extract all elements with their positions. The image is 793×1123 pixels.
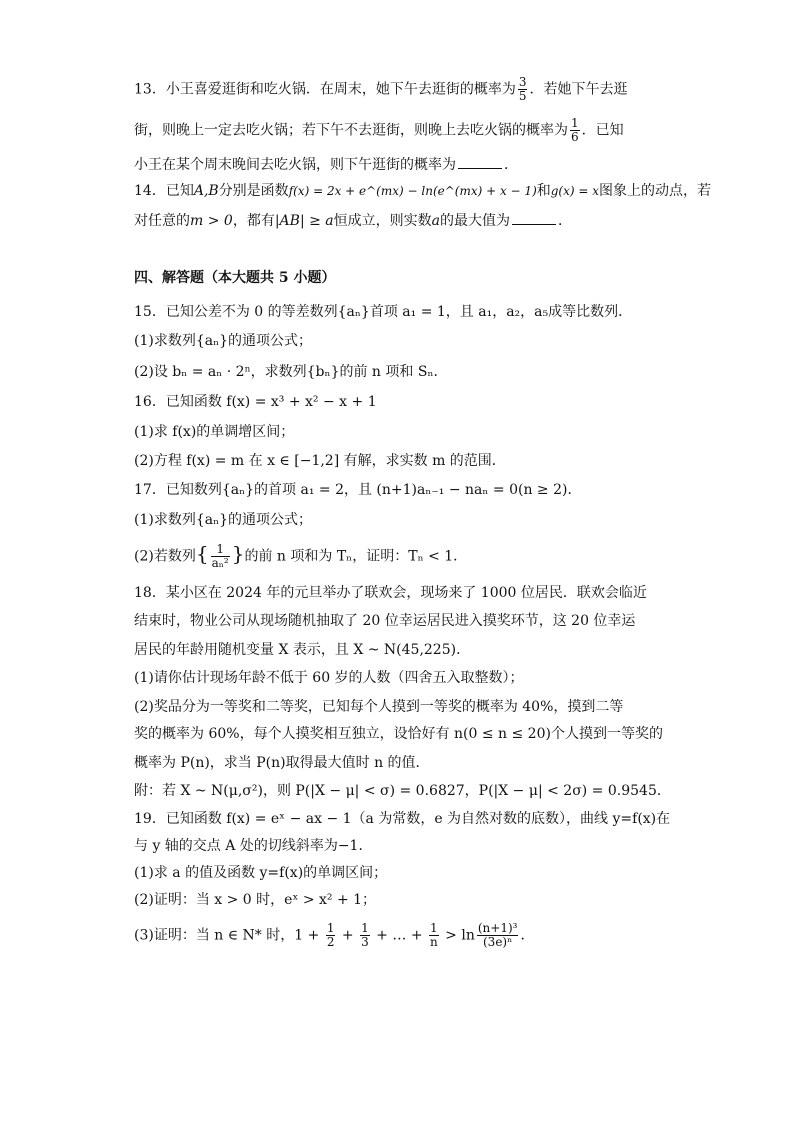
q13-text: 小王在某个周末晚间去吃火锅，则下午逛街的概率为 <box>134 157 456 173</box>
q19-text: ． <box>520 927 535 944</box>
fraction-denominator: 5 <box>518 89 527 103</box>
answer-blank[interactable] <box>458 154 502 169</box>
q18-line-7: 概率为 P(n)，求当 P(n)取得最大值时 n 的值． <box>134 755 430 771</box>
q18-line-2: 结束时，物业公司从现场随机抽取了 20 位幸运居民进入摸奖环节，这 20 位幸运 <box>134 613 636 629</box>
q15-line-3: (2)设 bₙ = aₙ · 2ⁿ，求数列{bₙ}的前 n 项和 Sₙ． <box>134 364 448 380</box>
q13-text: ． <box>504 157 518 173</box>
fraction-numerator: 1 <box>571 116 579 130</box>
left-brace: { <box>195 541 209 566</box>
q18-line-4: (1)请你估计现场年龄不低于 60 岁的人数（四舍五入取整数）； <box>134 670 524 686</box>
q13-text: 街，则晚上一定去吃火锅；若下午不去逛街，则晚上去吃火锅的概率为 <box>134 122 568 139</box>
fraction-1-6 <box>570 117 580 144</box>
q13-text: ．已知 <box>581 122 624 139</box>
q17-line-2: (1)求数列{aₙ}的通项公式； <box>134 512 313 528</box>
q14-text: ． <box>558 213 572 229</box>
q17-line-1: 17．已知数列{aₙ}的首项 a₁ = 2，且 (n+1)aₙ₋₁ − naₙ = 0(n ≥ 2)． <box>134 482 582 498</box>
fraction-denominator: (3e)ⁿ <box>483 935 513 949</box>
q18-line-8: 附：若 X ~ N(μ,σ²)，则 P(|X − μ| < σ) = 0.6827，P(|X − μ| < 2σ) = 0.9545． <box>134 783 671 799</box>
q15-line-2: (1)求数列{aₙ}的通项公式； <box>134 333 313 349</box>
right-brace: } <box>231 541 245 566</box>
q19-line-1: 19．已知函数 f(x) = eˣ − ax − 1（a 为常数，e 为自然对数的底数），曲线 y=f(x)在 <box>134 811 671 827</box>
q13-line-3 <box>134 154 518 175</box>
q19-line-4: (2)证明：当 x > 0 时，eˣ > x² + 1； <box>134 892 377 908</box>
q14-text: 对任意的 <box>134 213 190 229</box>
q14-text: 的最大值为 <box>440 213 510 229</box>
q19-text: + <box>337 927 359 944</box>
q18-line-1: 18．某小区在 2024 年的元旦举办了联欢会，现场来了 1000 位居民．联欢会临近 <box>134 585 647 601</box>
q16-line-1: 16．已知函数 f(x) = x³ + x² − x + 1 <box>134 394 377 410</box>
q18-line-3: 居民的年龄用随机变量 X 表示，且 X ~ N(45,225)． <box>134 642 471 658</box>
q16-line-2: (1)求 f(x)的单调增区间； <box>134 424 295 440</box>
math-expression: g(x) = x <box>550 184 600 198</box>
fraction-numerator: 3 <box>518 75 527 89</box>
fraction-3-5 <box>518 76 528 103</box>
section-heading: 四、解答题（本大题共 5 小题） <box>134 270 336 286</box>
q13-line-1 <box>134 76 627 103</box>
q19-line-5 <box>134 922 534 949</box>
fraction-numerator: 1 <box>211 543 230 557</box>
math-expression: |AB| ≥ a <box>274 213 334 229</box>
q15-line-1: 15．已知公差不为 0 的等差数列{aₙ}首项 a₁ = 1，且 a₁，a₂，a₅成等比数列． <box>134 304 633 320</box>
q17-line-3 <box>134 543 467 570</box>
q19-line-3: (1)求 a 的值及函数 y=f(x)的单调区间； <box>134 865 388 881</box>
q14-line-2 <box>134 210 572 231</box>
fraction-numerator: (n+1)³ <box>477 921 518 935</box>
q19-text: + … + <box>371 927 427 944</box>
fraction-1-n <box>429 922 439 949</box>
q14-text: 14．已知 <box>134 183 194 199</box>
q14-text: ，都有 <box>232 213 275 229</box>
fraction-numerator: 1 <box>430 921 438 935</box>
fraction-numerator: 1 <box>326 921 335 935</box>
fraction-denominator: 3 <box>361 935 369 949</box>
q19-text: > ln <box>440 927 475 944</box>
q13-line-2 <box>134 117 624 144</box>
math-expression: m > 0 <box>190 213 233 229</box>
q14-text: 恒成立，则实数 <box>333 213 432 229</box>
q16-line-3: (2)方程 f(x) = m 在 x ∈ [−1,2] 有解，求实数 m 的范围． <box>134 453 506 469</box>
q19-text: (3)证明：当 n ∈ N* 时，1 + <box>134 927 324 944</box>
q18-line-6: 奖的概率为 60%，每个人摸奖相互独立，设恰好有 n(0 ≤ n ≤ 20)个人摸到一等奖的 <box>134 726 663 742</box>
fraction-1-2 <box>326 922 336 949</box>
q14-line-1 <box>134 181 711 201</box>
q13-text: ．若她下午去逛 <box>529 81 628 98</box>
q14-text: 分别是函数 <box>218 183 289 199</box>
math-expression: f(x) = 2x + e^(mx) − ln(e^(mx) + x − 1) <box>288 184 537 198</box>
fraction-numerator: 1 <box>361 921 369 935</box>
q17-text: 的前 n 项和为 Tₙ，证明：Tₙ < 1． <box>244 548 468 565</box>
fraction-denominator: n <box>430 935 438 949</box>
fraction-1-3 <box>360 922 370 949</box>
fraction-denominator: aₙ² <box>211 556 229 570</box>
q14-text: 和 <box>536 183 551 199</box>
fraction-log-argument <box>477 922 519 949</box>
fraction-1-over-a-n-squared <box>211 543 230 570</box>
q14-text: 图象上的动点，若 <box>599 183 712 199</box>
fraction-denominator: 2 <box>326 935 335 949</box>
fraction-denominator: 6 <box>571 130 579 144</box>
q19-line-2: 与 y 轴的交点 A 处的切线斜率为−1． <box>134 838 373 854</box>
q13-text: 13．小王喜爱逛街和吃火锅．在周末，她下午去逛街的概率为 <box>134 81 516 98</box>
answer-blank[interactable] <box>512 210 556 225</box>
math-expression: a <box>431 213 440 229</box>
q17-text: (2)若数列 <box>134 548 196 565</box>
q18-line-5: (2)奖品分为一等奖和二等奖，已知每个人摸到一等奖的概率为 40%，摸到二等 <box>134 699 624 715</box>
math-expression: A,B <box>193 183 219 199</box>
